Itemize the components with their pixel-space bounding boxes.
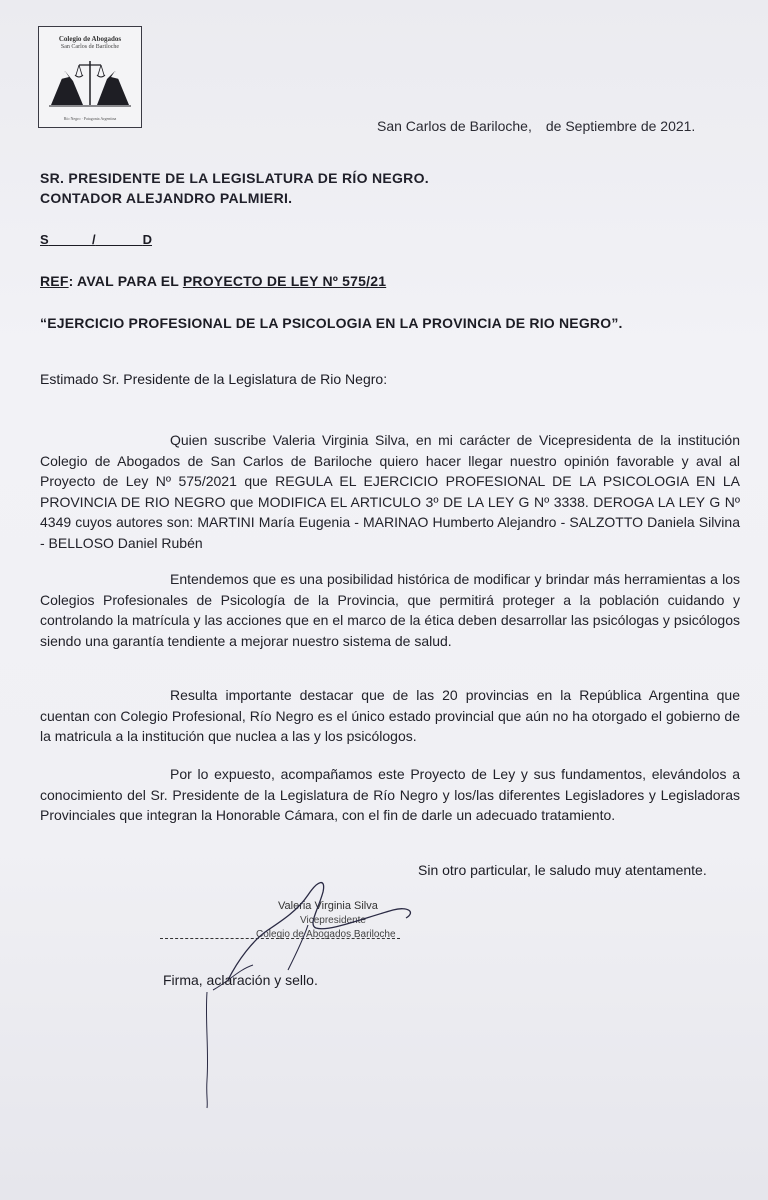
paragraph-1: Quien suscribe Valeria Virginia Silva, en mi carácter de Vicepresidenta de la institución Colegio de Abogados de San Carlos de Bariloche quiero hacer llegar nuestro opinión favorable y aval al Proyecto de Ley Nº 575/2021 que REGULA EL EJERCICIO PROFESIONAL DE LA PSICOLOGIA EN LA PROVINCIA DE RIO NEGRO que MODIFICA EL ARTICULO 3º DE LA LEY G Nº 3338. DEROGA LA LEY G Nº 4349 cuyos autores son: MARTINI María Eugenia - MARINAO Humberto Alejandro - SALZOTTO Daniela Silvina - BELLOSO Daniel Rubén: [40, 432, 740, 551]
ref-mid: : AVAL PARA EL: [68, 273, 183, 289]
date-rest: de Septiembre de 2021.: [545, 118, 696, 134]
sd-slash: /: [92, 232, 96, 247]
logo-footer: Río Negro · Patagonia Argentina: [63, 116, 117, 121]
subject-title: “EJERCICIO PROFESIONAL DE LA PSICOLOGIA EN LA PROVINCIA DE RIO NEGRO”.: [40, 315, 623, 331]
paragraph-2: Entendemos que es una posibilidad histórica de modificar y brindar más herramientas a los Colegios Profesionales de Psicología de la Provincia, que permitirá proteger a la población cuidando y controlando la matrícula y las acciones que en el marco de la ética deben desarrollar las psicólogas y psicólogos siendo una garantía tendiente a mejorar nuestro sistema de salud.: [40, 571, 740, 649]
closing-line: Sin otro particular, le saludo muy atentamente.: [418, 862, 707, 878]
ref-label: REF: [40, 273, 69, 289]
addressee-line-1: SR. PRESIDENTE DE LA LEGISLATURA DE RÍO NEGRO.: [40, 170, 429, 186]
paragraph-3: Resulta importante destacar que de las 20 provincias en la República Argentina que cuentan con Colegio Profesional, Río Negro es el único estado provincial que aún no ha otorgado el gobierno de la matricula a la institución que nuclea a las y los psicólogos.: [40, 687, 740, 744]
signature-caption: Firma, aclaración y sello.: [163, 972, 318, 988]
reference-line: [40, 273, 386, 289]
date-place: San Carlos de Bariloche,: [377, 118, 532, 134]
letter-date: [377, 118, 695, 134]
logo-title: Colegio de Abogados: [58, 35, 122, 43]
stamp-role: Vicepresidente: [300, 915, 366, 926]
mountains-scales-icon: [49, 57, 131, 109]
paragraph-4: Por lo expuesto, acompañamos este Proyecto de Ley y sus fundamentos, elevándolos a conocimiento del Sr. Presidente de la Legislatura de Río Negro y los/las diferentes Legisladores y Legisladoras Provinciales que integran la Honorable Cámara, con el fin de darle un adecuado tratamiento.: [40, 766, 740, 823]
sd-d: D: [142, 232, 152, 247]
logo-subtitle: San Carlos de Bariloche: [60, 44, 120, 50]
salutation-sd: [40, 232, 152, 247]
ref-project: PROYECTO DE LEY Nº 575/21: [182, 273, 387, 289]
stamp-name: Valeria Virginia Silva: [278, 900, 378, 912]
stamp-institution: Colegio de Abogados Bariloche: [256, 929, 396, 940]
addressee-line-2: CONTADOR ALEJANDRO PALMIERI.: [40, 190, 293, 206]
institution-logo: [38, 26, 142, 128]
sd-s: S: [40, 232, 49, 247]
pen-stroke: [195, 990, 225, 1110]
greeting: Estimado Sr. Presidente de la Legislatura de Rio Negro:: [40, 371, 388, 387]
